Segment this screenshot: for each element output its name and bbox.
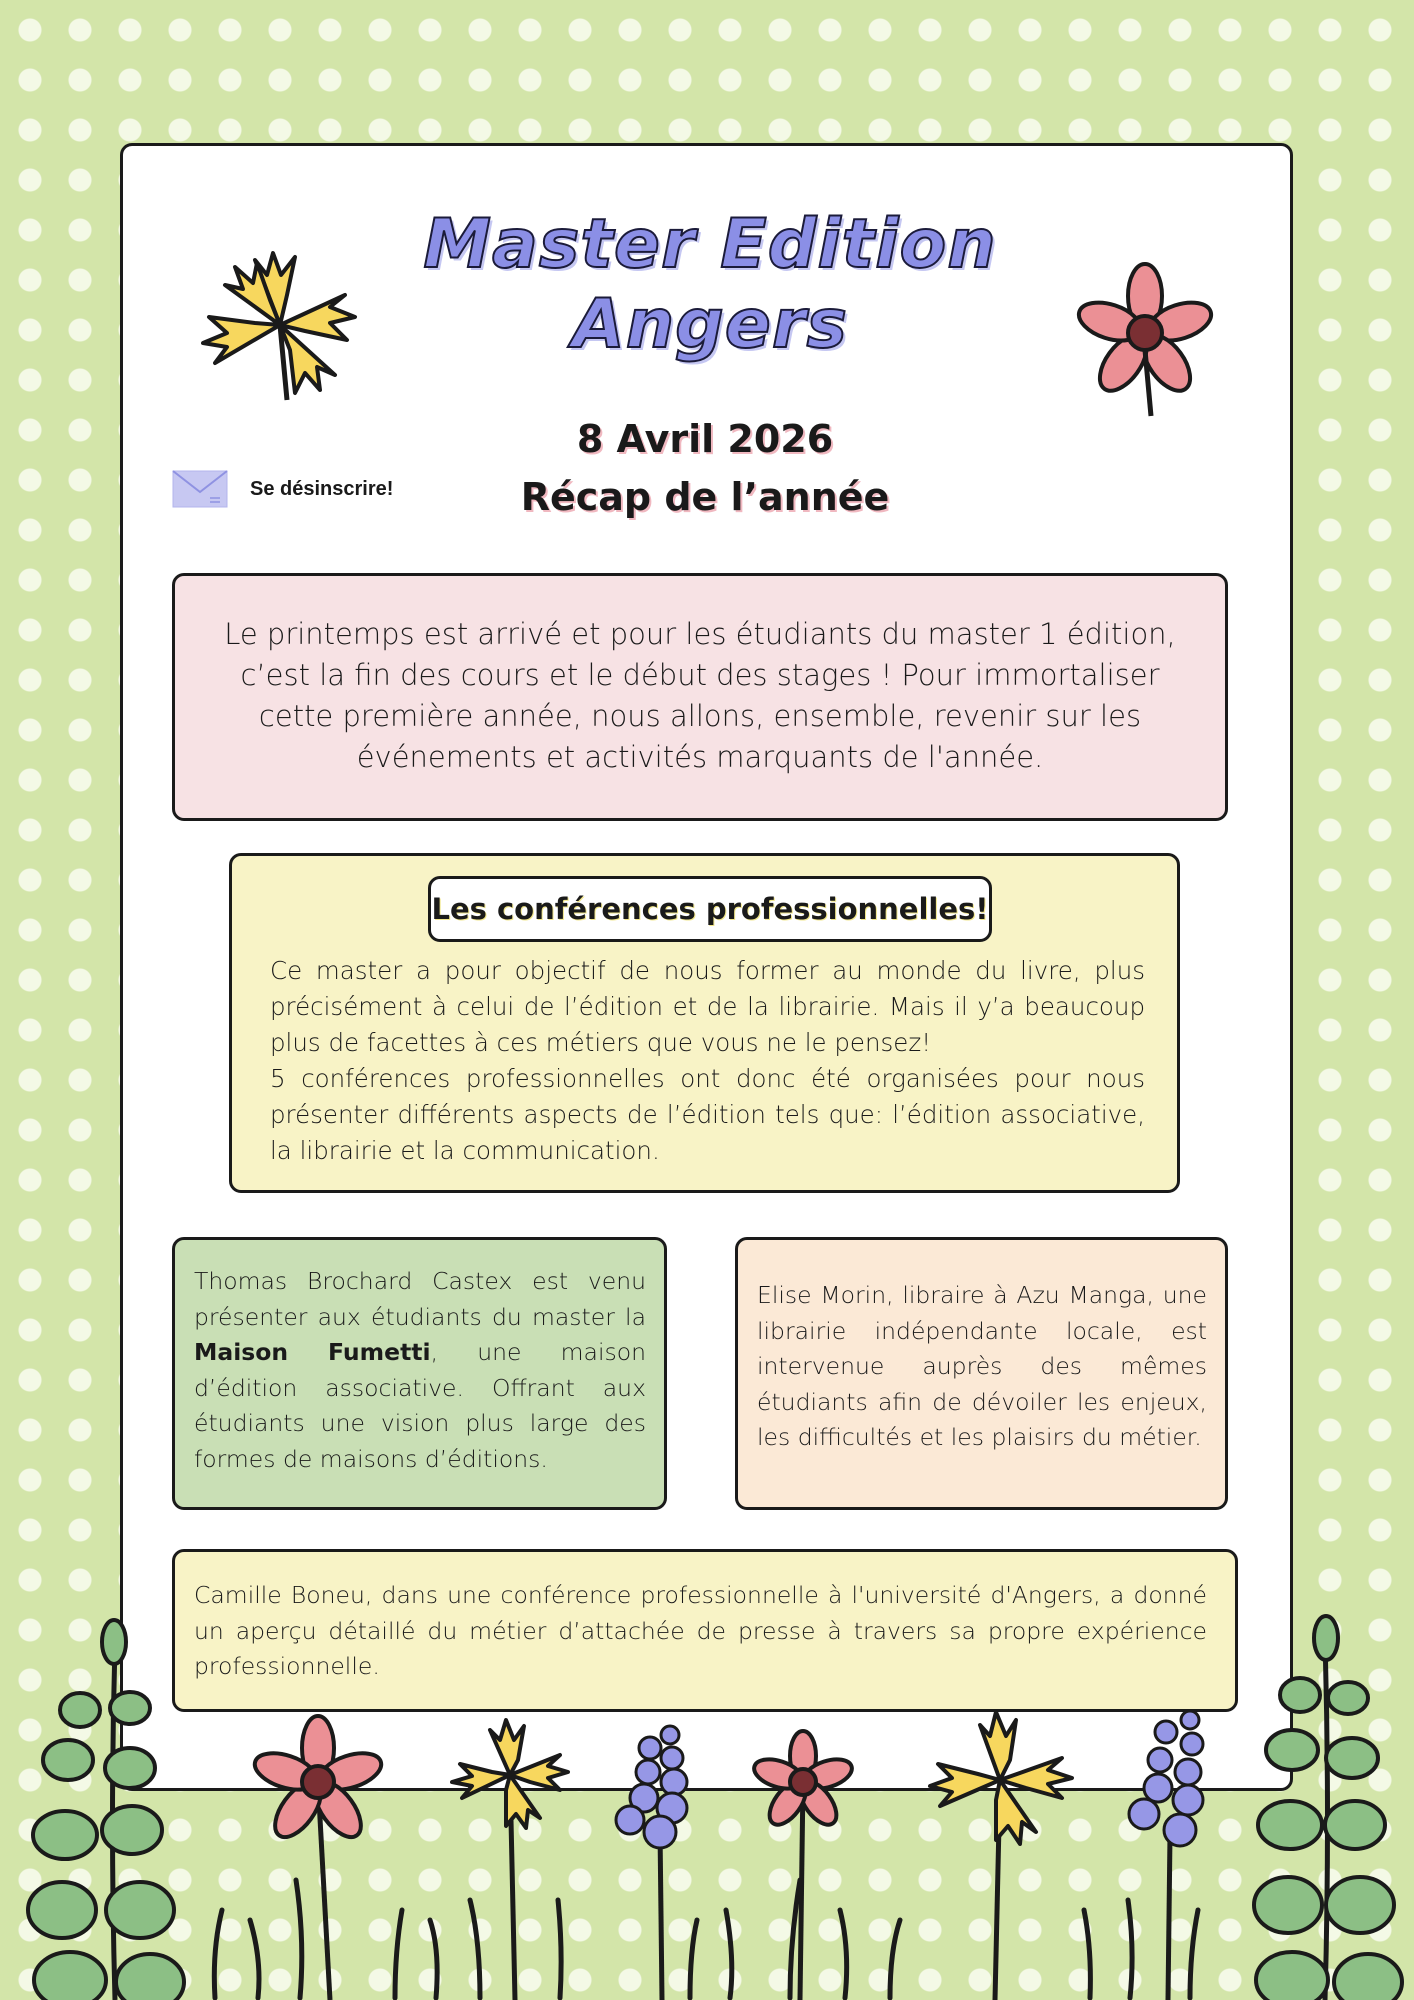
conferences-text-part-1: Ce master a pour objectif de nous former au monde du livre, plus précisément à celui de l’édition et de la librairie. Mais il y’a beaucoup plus de facettes à ces métiers que vous ne le pensez! xyxy=(270,956,1145,1057)
yellow-flower-icon-1 xyxy=(452,1720,568,2000)
camille-text: Camille Boneu, dans une conférence professionnelle à l'université d'Angers, a donné un aperçu détaillé du métier d’attachée de presse à travers sa propre expérience professionnelle. xyxy=(194,1581,1207,1680)
leaf-cluster-left xyxy=(28,1620,184,2000)
unsubscribe-link[interactable] xyxy=(172,470,393,508)
subtitle-text: Récap de l’année xyxy=(520,475,890,519)
page-title xyxy=(400,205,1020,365)
thomas-card xyxy=(172,1237,667,1510)
title-line-1: Master Edition xyxy=(423,205,997,284)
envelope-icon xyxy=(172,470,228,508)
date-heading xyxy=(450,410,960,526)
elise-text: Elise Morin, libraire à Azu Manga, une librairie indépendante locale, est intervenue auprès des mêmes étudiants afin de dévoiler les enjeux, les difficultés et les plaisirs du métier. xyxy=(757,1281,1207,1451)
thomas-text-after: , une maison d’édition associative. Offrant aux étudiants une vision plus large des formes de maisons d’éditions. xyxy=(194,1338,646,1473)
blue-flower-icon-1 xyxy=(616,1726,687,2000)
intro-box xyxy=(172,573,1228,821)
unsubscribe-label[interactable]: Se désinscrire! xyxy=(250,477,394,500)
flower-garden-decoration xyxy=(0,1620,1414,2000)
maison-fumetti-name: Maison Fumetti xyxy=(194,1338,431,1366)
conferences-text-part-2: 5 conférences professionnelles ont donc été organisées pour nous présenter différents aspects de l’édition tels que: l’édition associative, la librairie et la communication. xyxy=(270,1064,1145,1165)
pink-flower-icon-1 xyxy=(250,1716,385,2000)
date-text: 8 Avril 2026 xyxy=(576,417,834,461)
title-line-2: Angers xyxy=(572,285,848,364)
pink-flower-icon-2 xyxy=(750,1731,855,2000)
pink-flower-icon xyxy=(1065,258,1225,418)
conferences-title: Les conférences professionnelles! xyxy=(428,876,992,942)
yellow-flower-icon-2 xyxy=(930,1712,1072,2000)
intro-text: Le printemps est arrivé et pour les étudiants du master 1 édition, c’est la fin des cours et le début des stages ! Pour immortaliser cette première année, nous allons, ensemble, revenir sur les événements et activités marquants de l'année. xyxy=(224,617,1176,774)
elise-card xyxy=(735,1237,1228,1510)
yellow-flower-icon xyxy=(195,245,365,405)
conferences-box xyxy=(229,853,1180,1193)
thomas-text-before: Thomas Brochard Castex est venu présenter aux étudiants du master la xyxy=(194,1267,646,1331)
conferences-text xyxy=(270,953,1145,1169)
